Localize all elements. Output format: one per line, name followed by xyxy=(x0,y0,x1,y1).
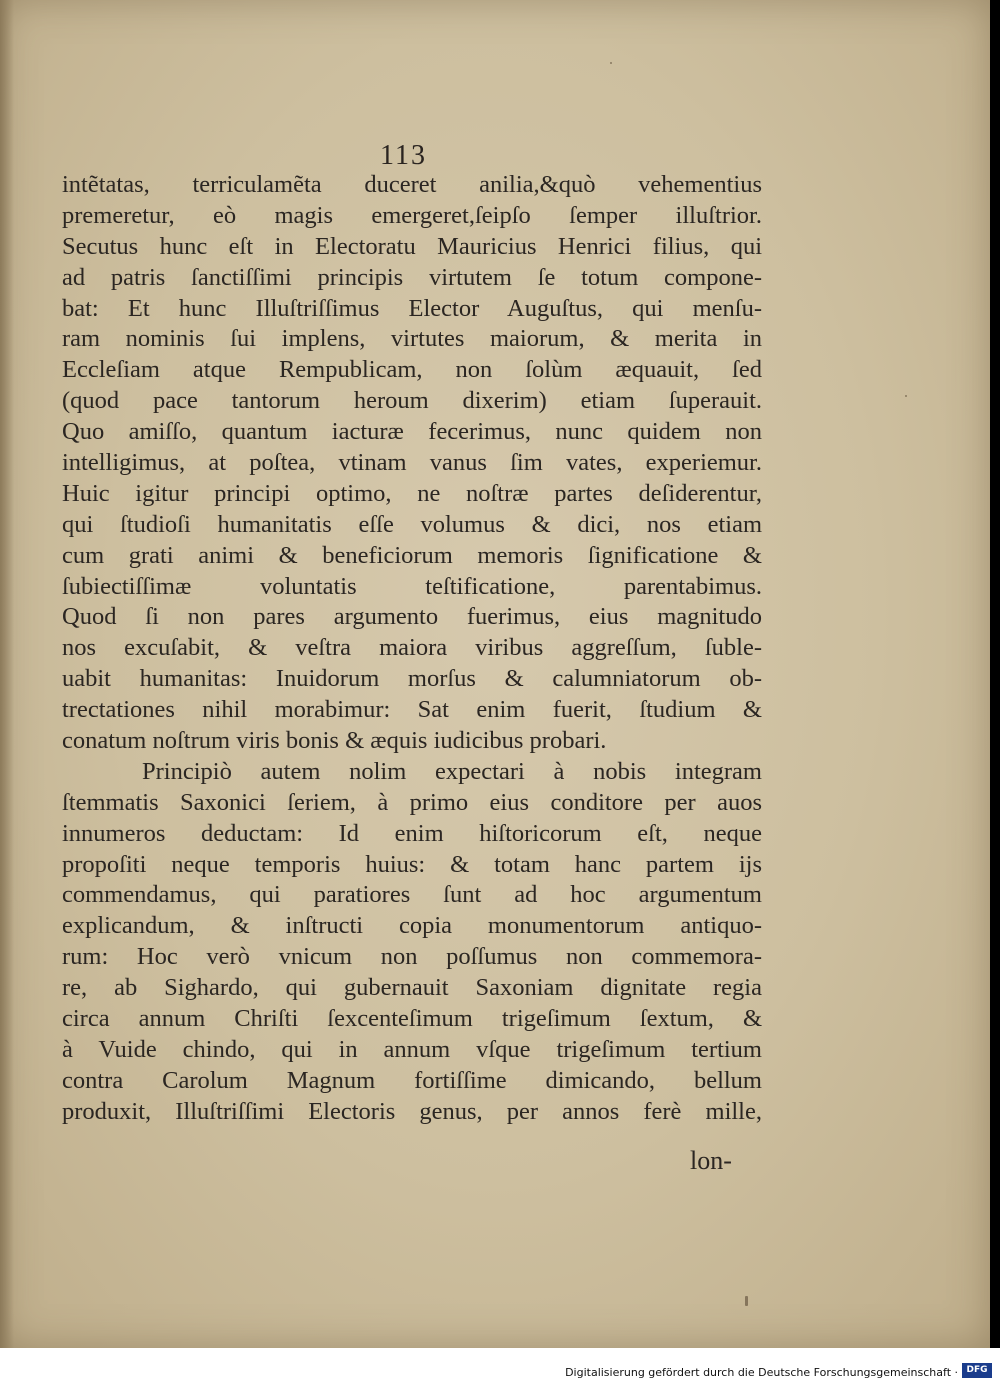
text-line: qui ſtudioſi humanitatis eſſe volumus & dici, nos etiam xyxy=(62,510,762,538)
text-line: uabit humanitas: Inuidorum morſus & calumniatorum ob- xyxy=(62,665,762,693)
text-line: ram nominis ſui implens, virtutes maiorum, & merita in xyxy=(62,325,762,353)
text-line: explicandum, & inſtructi copia monumentorum antiquo- xyxy=(62,912,762,940)
text-line: Principiò autem nolim expectari à nobis integram xyxy=(142,757,762,785)
text-line: conatum noſtrum viris bonis & æquis iudicibus probari. xyxy=(62,727,607,755)
text-line: Eccleſiam atque Rempublicam, non ſolùm æquauit, ſed xyxy=(62,356,762,384)
text-line: Quod ſi non pares argumento fuerimus, eius magnitudo xyxy=(62,603,762,631)
ink-speck xyxy=(610,62,612,64)
digitization-credit: Digitalisierung gefördert durch die Deutsche Forschungsgemeinschaft · xyxy=(565,1366,958,1379)
dfg-logo: DFG xyxy=(962,1363,992,1378)
text-body xyxy=(62,170,762,1128)
text-line: Quo amiſſo, quantum iacturæ fecerimus, nunc quidem non xyxy=(62,418,762,446)
text-line: ſubiectiſſimæ voluntatis teſtificatione, parentabimus. xyxy=(62,572,762,600)
catchword: lon- xyxy=(690,1146,732,1175)
ink-speck xyxy=(905,395,907,397)
text-line: rum: Hoc verò vnicum non poſſumus non commemora- xyxy=(62,943,762,971)
text-line: commendamus, qui paratiores ſunt ad hoc argumentum xyxy=(62,881,762,909)
text-line: re, ab Sighardo, qui gubernauit Saxoniam dignitate regia xyxy=(62,974,762,1002)
text-line: contra Carolum Magnum fortiſſime dimicando, bellum xyxy=(62,1066,762,1094)
text-line: ſtemmatis Saxonici ſeriem, à primo eius conditore per auos xyxy=(62,788,762,816)
text-line: bat: Et hunc Illuſtriſſimus Elector Auguſtus, qui menſu- xyxy=(62,294,762,322)
text-line: trectationes nihil morabimur: Sat enim fuerit, ſtudium & xyxy=(62,696,762,724)
text-line: circa annum Chriſti ſexcenteſimum trigeſimum ſextum, & xyxy=(62,1005,762,1033)
text-line: (quod pace tantorum heroum dixerim) etiam ſuperauit. xyxy=(62,387,762,415)
text-line: premeretur, eò magis emergeret,ſeipſo ſemper illuſtrior. xyxy=(62,201,762,229)
text-line: Secutus hunc eſt in Electoratu Mauricius Henrici filius, qui xyxy=(62,232,762,260)
text-line: propoſiti neque temporis huius: & totam hanc partem ijs xyxy=(62,850,762,878)
text-line: intẽtatas, terriculamẽta duceret anilia,&quò vehementius xyxy=(62,171,762,198)
text-line: cum grati animi & beneficiorum memoris ſignificatione & xyxy=(62,541,762,569)
text-line: Huic igitur principi optimo, ne noſtræ partes deſiderentur, xyxy=(62,479,762,507)
footer-bar xyxy=(0,1348,1000,1383)
ink-speck xyxy=(745,1296,748,1306)
text-line: innumeros deductam: Id enim hiſtoricorum eſt, neque xyxy=(62,819,762,847)
text-line: ad patris ſanctiſſimi principis virtutem ſe totum compone- xyxy=(62,263,762,291)
text-line: nos excuſabit, & veſtra maiora viribus aggreſſum, ſuble- xyxy=(62,634,762,662)
page-number: 113 xyxy=(380,140,427,171)
text-line: produxit, Illuſtriſſimi Electoris genus, per annos ferè mille, xyxy=(62,1097,762,1125)
text-line: intelligimus, at poſtea, vtinam vanus ſim vates, experiemur. xyxy=(62,449,762,477)
text-line: à Vuide chindo, qui in annum vſque trigeſimum tertium xyxy=(62,1035,762,1063)
